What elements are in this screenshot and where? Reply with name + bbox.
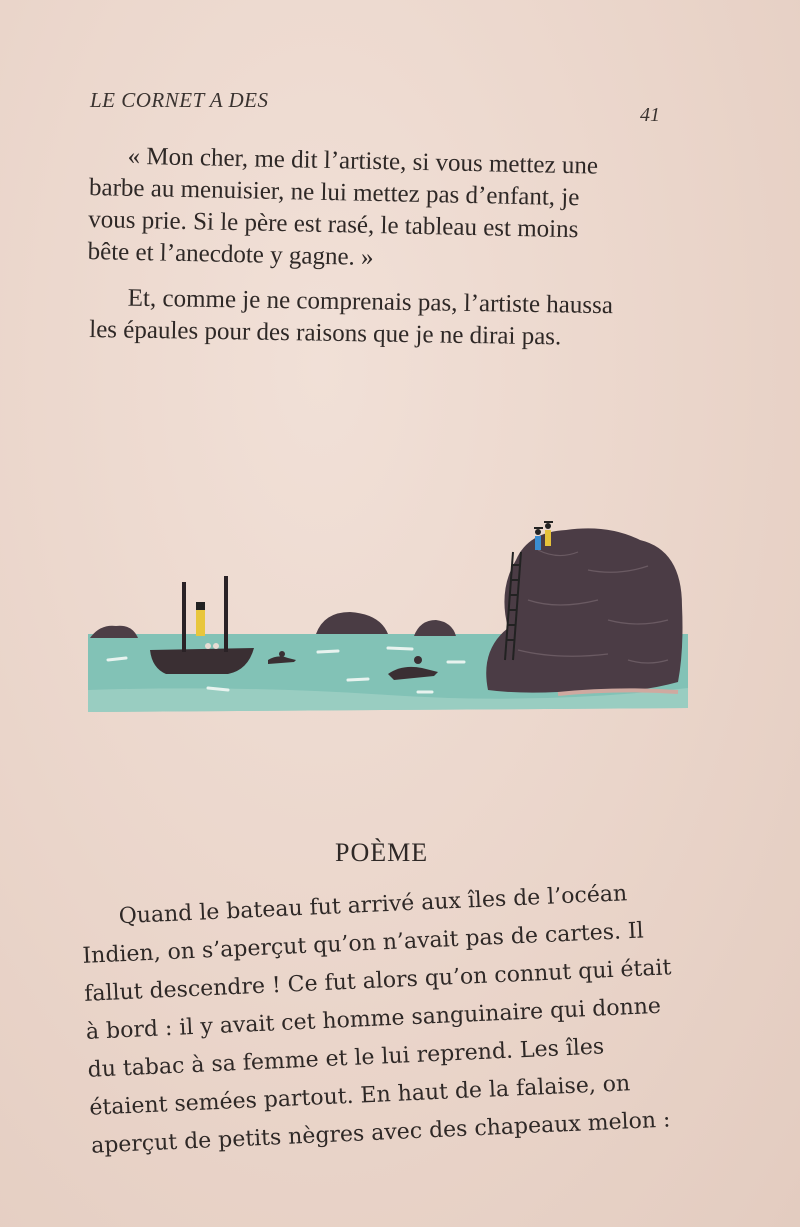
reply-paragraph xyxy=(89,282,690,355)
poem-title: POÈME xyxy=(335,838,429,867)
text-line: barbe au menuisier, ne lui mettez pas d’enfant, je xyxy=(88,173,580,212)
text-line: Indien, on s’aperçut qu’on n’avait pas de cartes. Il xyxy=(81,918,645,969)
text-line: étaient semées partout. En haut de la falaise, on xyxy=(88,1071,631,1121)
running-title: LE CORNET A DES xyxy=(90,88,269,112)
rock-left xyxy=(90,626,138,638)
text-line: du tabac à sa femme et le lui reprend. Les îles xyxy=(87,1034,605,1083)
text-line: « Mon cher, me dit l’artiste, si vous mettez une xyxy=(127,142,599,180)
text-line: les épaules pour des raisons que je ne dirai pas. xyxy=(89,315,562,351)
page-number: 41 xyxy=(640,104,660,126)
text-line: Quand le bateau fut arrivé aux îles de l’océan xyxy=(118,881,628,930)
quote-paragraph xyxy=(87,140,690,281)
sea-illustration xyxy=(88,510,688,720)
rock-small xyxy=(414,620,456,636)
text-line: Et, comme je ne comprenais pas, l’artiste haussa xyxy=(127,284,614,320)
text-line: bête et l’anecdote y gagne. » xyxy=(87,237,374,271)
text-line: fallut descendre ! Ce fut alors qu’on connut qui était xyxy=(83,955,672,1007)
text-line: vous prie. Si le père est rasé, le tableau est moins xyxy=(88,205,579,244)
rock-mid xyxy=(316,612,388,634)
poem-paragraph xyxy=(80,872,701,1165)
text-line: aperçut de petits nègres avec des chapeaux melon : xyxy=(90,1107,671,1159)
steamboat xyxy=(150,576,254,674)
text-line: à bord : il y avait cet homme sanguinaire qui donne xyxy=(85,993,662,1045)
